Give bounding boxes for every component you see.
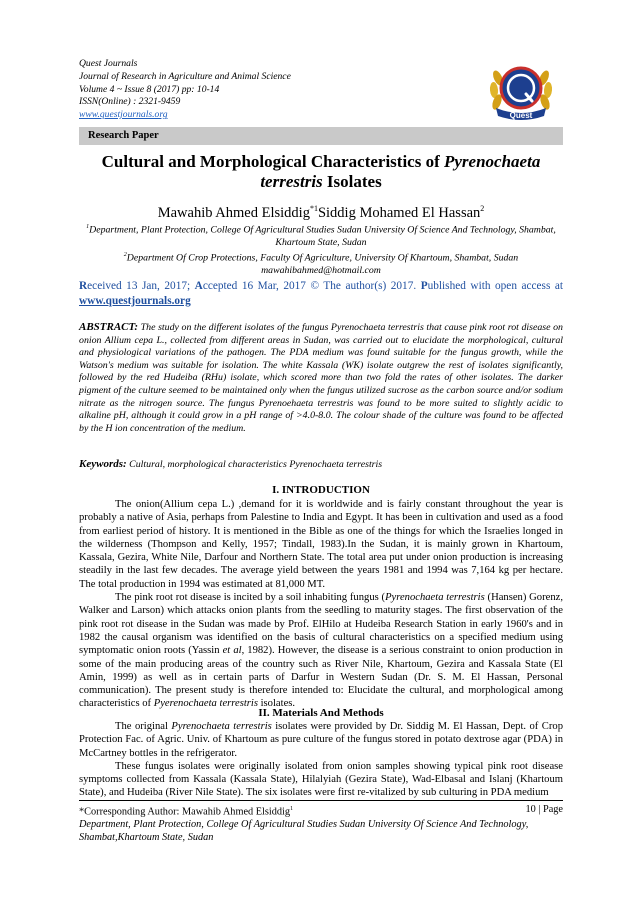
affiliation-2: [79, 249, 563, 265]
journal-header: [79, 58, 291, 122]
paragraph-text: isolates were provided by Dr. Siddig M. El Hassan, Dept. of Crop Protection Fac. of Agric. Univ. of Khartoum as pure culture of the fungus stored in potato dextrose agar (PDA) in McCartney bottles in the refrigerator.: [79, 721, 563, 759]
footer-row: [79, 803, 563, 818]
received-initial: R: [79, 280, 88, 292]
author-name: Siddig Mohamed El Hassan: [317, 204, 481, 221]
abstract: [79, 321, 563, 435]
quest-logo-icon: [482, 56, 560, 126]
footer-department: Department, Plant Protection, College Of Agricultural Studies Sudan University Of Science And Technology, Shambat,Khartoum State, Sudan: [79, 819, 529, 844]
page-footer: [79, 803, 563, 844]
section-heading-methods: II. Materials And Methods: [258, 707, 384, 719]
affiliations: [79, 221, 563, 277]
paragraph-text: , 1982). However, the disease is a serious constraint to onion production in some of the main producing areas of the country such as River Nile, Khartoum, Gezira and Kassala State (El Amin, 1999) as well as in certain parts of Darfur in Western Sudan (Dr. S. M. El Hassan, Personal communication). The present study is therefore intended to: Elucidate the cultural, and morphological among characteristics of: [79, 645, 563, 710]
author-sup: *1: [309, 204, 318, 213]
author-list: [79, 200, 563, 222]
accepted-initial: A: [194, 280, 203, 292]
section-label: Research Paper: [88, 130, 159, 141]
page-number: 10 | Page: [525, 804, 563, 815]
published-text: ublished with open access at: [427, 280, 564, 292]
introduction-body: [79, 498, 563, 711]
email[interactable]: mawahibahmed@hotmail.com: [261, 264, 381, 276]
corresponding-author: [79, 803, 293, 818]
et-al: et al: [222, 645, 242, 657]
affiliation-text: Department Of Crop Protections, Faculty Of Agriculture, University Of Khartoum, Shambat, Sudan: [126, 252, 519, 264]
paragraph-text: (Hansen) Gorenz, Walker and Larson) which attacks onion plants from the seedling to maturity stages. The first observation of the pink root rot disease in the Sudan was made by Prof. ElHilo at Hudeiba Research Station in early 1960's and in 1982 the causal organism was identified on the basis of cultural characteristics on a specified medium using symptomatic onion roots (Yassin: [79, 592, 563, 657]
abstract-label: ABSTRACT:: [79, 321, 139, 333]
journal-title: Journal of Research in Agriculture and Animal Science: [79, 70, 291, 82]
published-url-link[interactable]: www.questjournals.org: [79, 294, 191, 307]
journal-issn: ISSN(Online) : 2321-9459: [79, 96, 181, 108]
paragraph-text: The pink root rot disease is incited by a soil inhabiting fungus (: [115, 592, 386, 604]
journal-volume: Volume 4 ~ Issue 8 (2017) pp: 10-14: [79, 83, 220, 95]
affiliation-sup: 2: [123, 252, 127, 259]
accepted-text: ccepted 16 Mar, 2017 © The author(s) 2017.: [202, 280, 421, 292]
journal-url-link[interactable]: www.questjournals.org: [79, 109, 168, 121]
methods-body: [79, 720, 563, 800]
paragraph-text: isolates.: [257, 698, 296, 710]
keywords-text: Cultural, morphological characteristics Pyrenochaeta terrestris: [126, 459, 383, 470]
paragraph: These fungus isolates were originally isolated from onion samples showing typical pink root disease symptoms collected from Kassala (Kassala State), Hilalyiah (Gezira State), Wad-Elbasal and Islanj (Khartoum State), and Hudeiba (River Nile State). The six isolates were first re-vitalized by sub culturing in PDA medium: [79, 760, 563, 799]
keywords: [79, 458, 563, 472]
affiliation-text: Department, Plant Protection, College Of Agricultural Studies Sudan University Of Science And Technology, Shambat, Khartoum State, Sudan: [89, 224, 556, 248]
quest-logo: [482, 56, 560, 126]
abstract-text: The study on the different isolates of the fungus Pyrenochaeta terrestris that cause pink root rot disease on onion Allium cepa L., collected from different areas in Sudan, was carried out to elucidate the morphological, cultural and physiological variations of the pathogen. The PDA medium was found suitable for the fungus growth, while the Watson's medium was suitable for isolation. The white Kassala (WK) isolate outgrew the rest of isolates significantly, followed by the red Hudeiba (RHu) isolate, which scored more than two fold the rates of other isolates. The darker pigment of the culture seemed to be maintained only when the fungus utilized sucrose as the carbon source and/or sodium nitrate as the nitrogen source. The fungus Pyrenoehaeta terrestris was found to be more suited to slightly acidic to alkaline pH, although it could grow in a pH range of >4.0-8.0. The colour shade of the culture was found to be affected by the H ion concentration of the medium.: [79, 322, 563, 434]
received-text: eceived 13 Jan, 2017;: [87, 280, 195, 292]
logo-text: Quest: [509, 111, 533, 120]
journal-name: Quest Journals: [79, 58, 138, 69]
species-name: Pyerenochaeta terrestris: [153, 698, 258, 710]
footer-divider: [79, 800, 563, 801]
corresponding-text: *Corresponding Author: Mawahib Ahmed Elsiddig: [79, 806, 291, 818]
affiliation-1: [79, 221, 563, 249]
corresponding-sup: 1: [290, 806, 294, 812]
paragraph: [79, 591, 563, 711]
paragraph-text: The original: [115, 721, 172, 732]
keywords-label: Keywords:: [79, 458, 127, 470]
author-sup: 2: [480, 204, 485, 213]
paper-title: [79, 152, 563, 192]
received-line: [79, 279, 563, 308]
species-name: Pyrenochaeta terrestris: [171, 721, 272, 732]
section-heading-introduction: I. INTRODUCTION: [272, 484, 370, 496]
species-name: Pyrenochaeta terrestris: [385, 592, 485, 604]
paragraph: [79, 720, 563, 760]
author-name: Mawahib Ahmed Elsiddig: [157, 204, 310, 221]
published-initial: P: [420, 280, 428, 292]
title-species: Pyrenochaeta terrestris: [260, 152, 541, 191]
affiliation-sup: 1: [86, 224, 90, 230]
paragraph: The onion(Allium cepa L.) ,demand for it is worldwide and is fairly constant throughout the year is probably a native of Asia, perhaps from Palestine to India and Egypt. It has been in cultivation and used as a food from earliest period of history. It is mentioned in the Bible as one of the things for which the Israelies longed in the wilderness (Thompson and Kelly, 1957; Tindall, 1983).In the Sudan, it is mainly grown in Khartoum, Kassala, Gezira, White Nile, Darfour and Northern State. The total area put under onion production is increasing steadily in the last few decades. The average yield between the years 1981 and 1994 was 7,164 kg per hectare. The total production in 1994 was estimated at 81,000 MT.: [79, 499, 563, 590]
title-text: Cultural and Morphological Characteristics of: [101, 152, 444, 171]
title-text-end: Isolates: [322, 172, 382, 191]
section-label-bar: [79, 127, 563, 145]
